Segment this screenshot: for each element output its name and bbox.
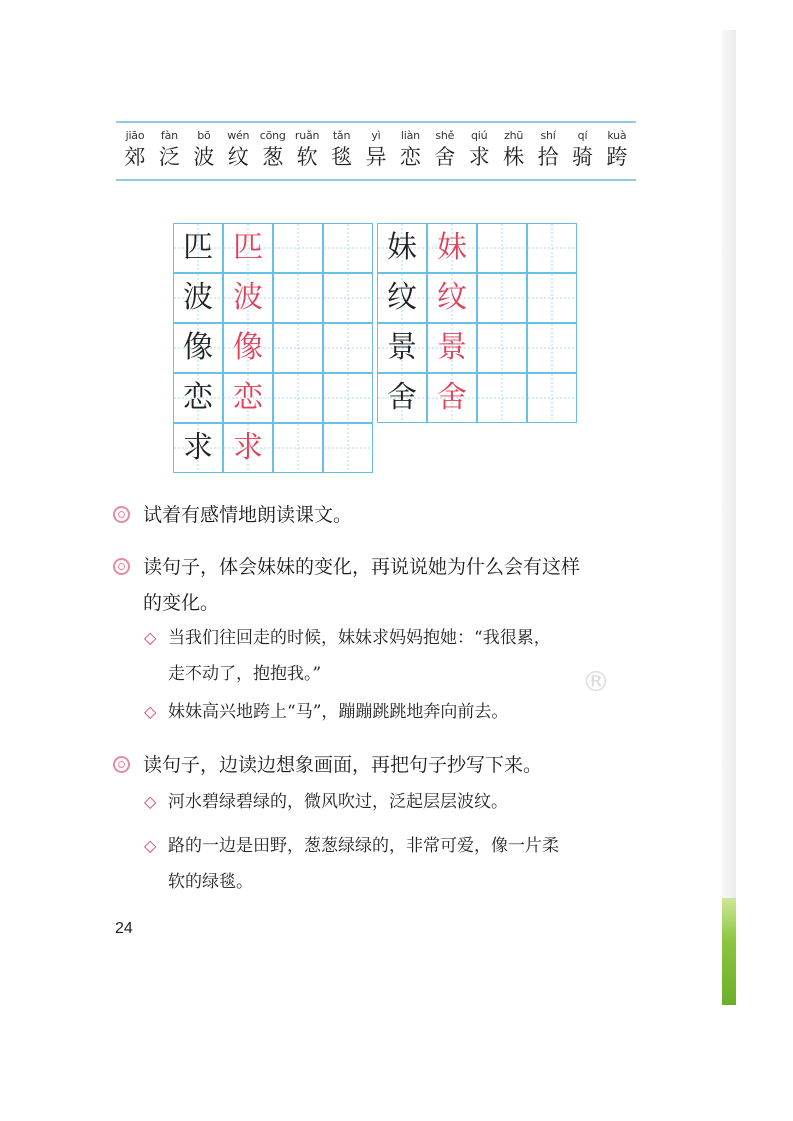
vocabulary-pinyin: cōng xyxy=(259,129,286,142)
exercise-3-item-1-line-1: 河水碧绿碧绿的，微风吹过，泛起层层波纹。 xyxy=(168,792,508,812)
exercise-icon xyxy=(113,558,130,575)
exercise-2-item-1-line-1: 当我们往回走的时候，妹妹求妈妈抱她：“我很累， xyxy=(168,628,551,648)
grid-cell-empty[interactable] xyxy=(527,273,577,323)
grid-cell-character xyxy=(223,373,273,423)
vocabulary-pinyin: shě xyxy=(435,129,455,142)
trace-character: 舍 xyxy=(437,380,467,415)
vocabulary-pinyin: zhū xyxy=(504,129,524,142)
vocabulary-character: 拾 xyxy=(537,145,559,169)
exercise-2-text: 读句子，体会妹妹的变化，再说说她为什么会有这样 xyxy=(143,556,581,578)
grid-cell-empty[interactable] xyxy=(477,273,527,323)
vocabulary-character: 郊 xyxy=(124,145,146,169)
exercise-1-text: 试着有感情地朗读课文。 xyxy=(143,504,353,526)
grid-cell-empty[interactable] xyxy=(527,373,577,423)
trace-character: 恋 xyxy=(233,380,263,415)
grid-cell-character xyxy=(173,273,223,323)
vocabulary-item xyxy=(499,123,529,179)
vocabulary-item xyxy=(154,123,184,179)
trace-character: 求 xyxy=(233,430,263,465)
exercise-icon xyxy=(113,756,130,773)
vocabulary-pinyin: ruǎn xyxy=(294,129,320,142)
grid-cell-character xyxy=(427,373,477,423)
model-character: 纹 xyxy=(387,280,417,315)
grid-cell-empty[interactable] xyxy=(323,273,373,323)
grid-cell-character xyxy=(173,223,223,273)
grid-cell-empty[interactable] xyxy=(273,223,323,273)
vocabulary-pinyin: qí xyxy=(577,129,588,142)
grid-cell-empty[interactable] xyxy=(477,373,527,423)
vocabulary-character: 跨 xyxy=(606,145,628,169)
vocabulary-item xyxy=(533,123,563,179)
grid-cell-character xyxy=(377,323,427,373)
vocabulary-item xyxy=(120,123,150,179)
model-character: 恋 xyxy=(183,380,213,415)
trace-character: 匹 xyxy=(233,230,263,265)
vocabulary-pinyin: yì xyxy=(371,129,381,142)
sub-item-bullet: ◇ xyxy=(144,702,157,721)
grid-cell-character xyxy=(173,373,223,423)
vocabulary-character: 毯 xyxy=(331,145,353,169)
exercise-2-item-2-line-1: 妹妹高兴地跨上“马”，蹦蹦跳跳地奔向前去。 xyxy=(168,702,509,722)
grid-cell-empty[interactable] xyxy=(273,423,323,473)
vocabulary-character: 波 xyxy=(193,145,215,169)
vocabulary-pinyin: fàn xyxy=(160,129,178,142)
page-number: 24 xyxy=(115,920,133,937)
vocabulary-pinyin: jiāo xyxy=(125,129,145,142)
model-character: 像 xyxy=(183,330,213,365)
registered-mark: ® xyxy=(582,665,610,698)
vocabulary-strip xyxy=(116,121,636,181)
grid-cell-empty[interactable] xyxy=(323,323,373,373)
grid-cell-character xyxy=(377,273,427,323)
trace-character: 景 xyxy=(437,330,467,365)
grid-cell-empty[interactable] xyxy=(477,223,527,273)
page-edge xyxy=(722,30,736,1005)
vocabulary-character: 求 xyxy=(468,145,490,169)
vocabulary-character: 异 xyxy=(365,145,387,169)
vocabulary-item xyxy=(464,123,494,179)
model-character: 景 xyxy=(387,330,417,365)
grid-cell-empty[interactable] xyxy=(273,373,323,423)
model-character: 波 xyxy=(183,280,213,315)
vocabulary-character: 葱 xyxy=(262,145,284,169)
trace-character: 像 xyxy=(233,330,263,365)
grid-cell-character xyxy=(377,373,427,423)
grid-cell-character xyxy=(427,273,477,323)
vocabulary-item xyxy=(430,123,460,179)
exercise-3-text: 读句子，边读边想象画面，再把句子抄写下来。 xyxy=(143,754,543,776)
trace-character: 妹 xyxy=(437,230,467,265)
grid-cell-character xyxy=(223,323,273,373)
grid-cell-character xyxy=(377,223,427,273)
vocabulary-item xyxy=(189,123,219,179)
exercise-3-item-2-line-2: 软的绿毯。 xyxy=(168,872,253,892)
vocabulary-character: 舍 xyxy=(434,145,456,169)
grid-cell-empty[interactable] xyxy=(323,223,373,273)
grid-cell-character xyxy=(427,223,477,273)
vocabulary-pinyin: tǎn xyxy=(332,129,351,142)
vocabulary-character: 软 xyxy=(296,145,318,169)
grid-cell-character xyxy=(173,323,223,373)
sub-item-bullet: ◇ xyxy=(144,836,157,855)
vocabulary-character: 纹 xyxy=(227,145,249,169)
grid-cell-empty[interactable] xyxy=(527,323,577,373)
grid-cell-empty[interactable] xyxy=(477,323,527,373)
vocabulary-pinyin: liàn xyxy=(400,129,420,142)
vocabulary-character: 骑 xyxy=(571,145,593,169)
vocabulary-pinyin: wén xyxy=(227,129,250,142)
vocabulary-pinyin: qiú xyxy=(471,129,488,142)
grid-cell-character xyxy=(173,423,223,473)
model-character: 求 xyxy=(183,430,213,465)
grid-cell-empty[interactable] xyxy=(527,223,577,273)
exercise-2-text-continued: 的变化。 xyxy=(143,592,220,614)
grid-cell-empty[interactable] xyxy=(273,323,323,373)
sub-item-bullet: ◇ xyxy=(144,628,157,647)
exercise-3-item-2-line-1: 路的一边是田野，葱葱绿绿的，非常可爱，像一片柔 xyxy=(168,836,559,856)
grid-cell-empty[interactable] xyxy=(273,273,323,323)
vocabulary-item xyxy=(223,123,253,179)
grid-cell-empty[interactable] xyxy=(323,423,373,473)
trace-character: 波 xyxy=(233,280,263,315)
page-edge-green-strip xyxy=(722,898,736,1005)
model-character: 舍 xyxy=(387,380,417,415)
grid-cell-character xyxy=(427,323,477,373)
exercise-2-item-1-line-2: 走不动了，抱抱我。” xyxy=(168,664,322,684)
grid-cell-empty[interactable] xyxy=(323,373,373,423)
grid-cell-character xyxy=(223,273,273,323)
sub-item-bullet: ◇ xyxy=(144,792,157,811)
vocabulary-character: 株 xyxy=(503,145,525,169)
vocabulary-pinyin: bō xyxy=(197,129,211,142)
vocabulary-item xyxy=(361,123,391,179)
model-character: 妹 xyxy=(387,230,417,265)
trace-character: 纹 xyxy=(437,280,467,315)
vocabulary-pinyin: shí xyxy=(540,129,556,142)
vocabulary-character: 恋 xyxy=(399,145,421,169)
vocabulary-item xyxy=(258,123,288,179)
grid-cell-character xyxy=(223,423,273,473)
vocabulary-item xyxy=(292,123,322,179)
grid-cell-character xyxy=(223,223,273,273)
vocabulary-item xyxy=(567,123,597,179)
vocabulary-row xyxy=(120,123,632,179)
model-character: 匹 xyxy=(183,230,213,265)
vocabulary-pinyin: kuà xyxy=(607,129,627,142)
vocabulary-item xyxy=(395,123,425,179)
vocabulary-item xyxy=(602,123,632,179)
vocabulary-character: 泛 xyxy=(158,145,180,169)
vocabulary-item xyxy=(327,123,357,179)
writing-practice-grid xyxy=(173,222,578,476)
exercise-icon xyxy=(113,506,130,523)
